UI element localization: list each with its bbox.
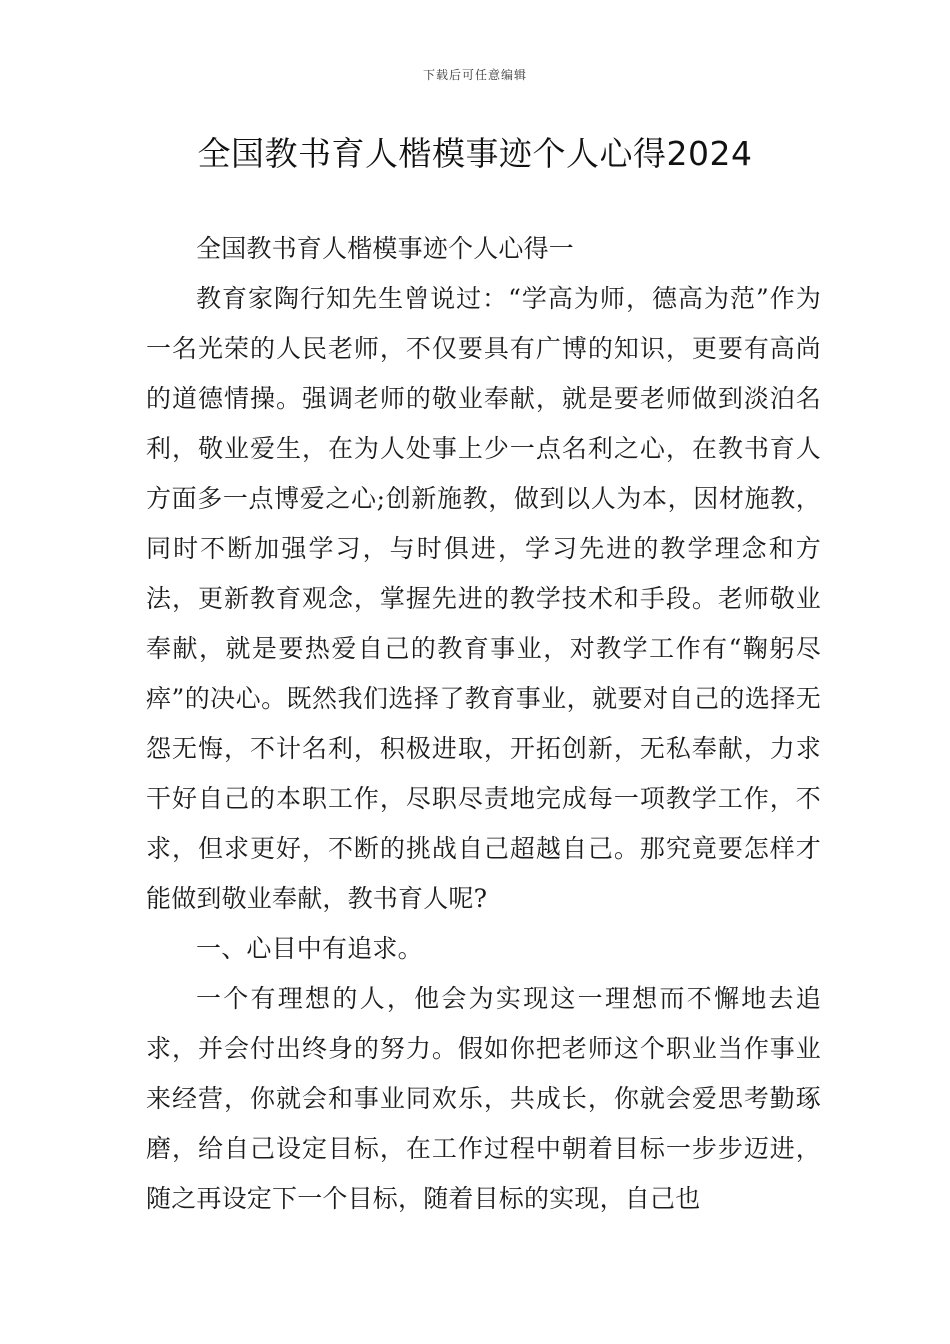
section-subheading-paragraph: 一、心目中有追求。 (196, 934, 423, 963)
body-paragraph: 教育家陶行知先生曾说过：“学高为师，德高为范”作为一名光荣的人民老师，不仅要具有广博的知识，更要有高尚的道德情操。强调老师的敬业奉献，就是要老师做到淡泊名利，敬业爱生，在为人处事上少一点名利之心，在教书育人方面多一点博爱之心;创新施教，做到以人为本，因材施教，同时不断加强学习，与时俱进，学习先进的教学理念和方法，更新教育观念，掌握先进的教学技术和手段。老师敬业奉献，就是要热爱自己的教育事业，对教学工作有“鞠躬尽瘁”的决心。既然我们选择了教育事业，就要对自己的选择无怨无悔，不计名利，积极进取，开拓创新，无私奉献，力求干好自己的本职工作，尽职尽责地完成每一项教学工作，不求，但求更好，不断的挑战自己超越自己。那究竟要怎样才能做到敬业奉献，教书育人呢? (146, 284, 821, 913)
header-note: 下载后可任意编辑 (422, 68, 527, 82)
section-heading-paragraph: 全国教书育人楷模事迹个人心得一 (196, 234, 575, 263)
document-body (146, 224, 821, 1224)
body-paragraph: 一个有理想的人，他会为实现这一理想而不懈地去追求，并会付出终身的努力。假如你把老师这个职业当作事业来经营，你就会和事业同欢乐，共成长，你就会爱思考勤琢磨，给自己设定目标，在工作过程中朝着目标一步步迈进，随之再设定下一个目标，随着目标的实现，自己也 (146, 984, 821, 1213)
document-title: 全国教书育人楷模事迹个人心得2024 (197, 134, 753, 173)
